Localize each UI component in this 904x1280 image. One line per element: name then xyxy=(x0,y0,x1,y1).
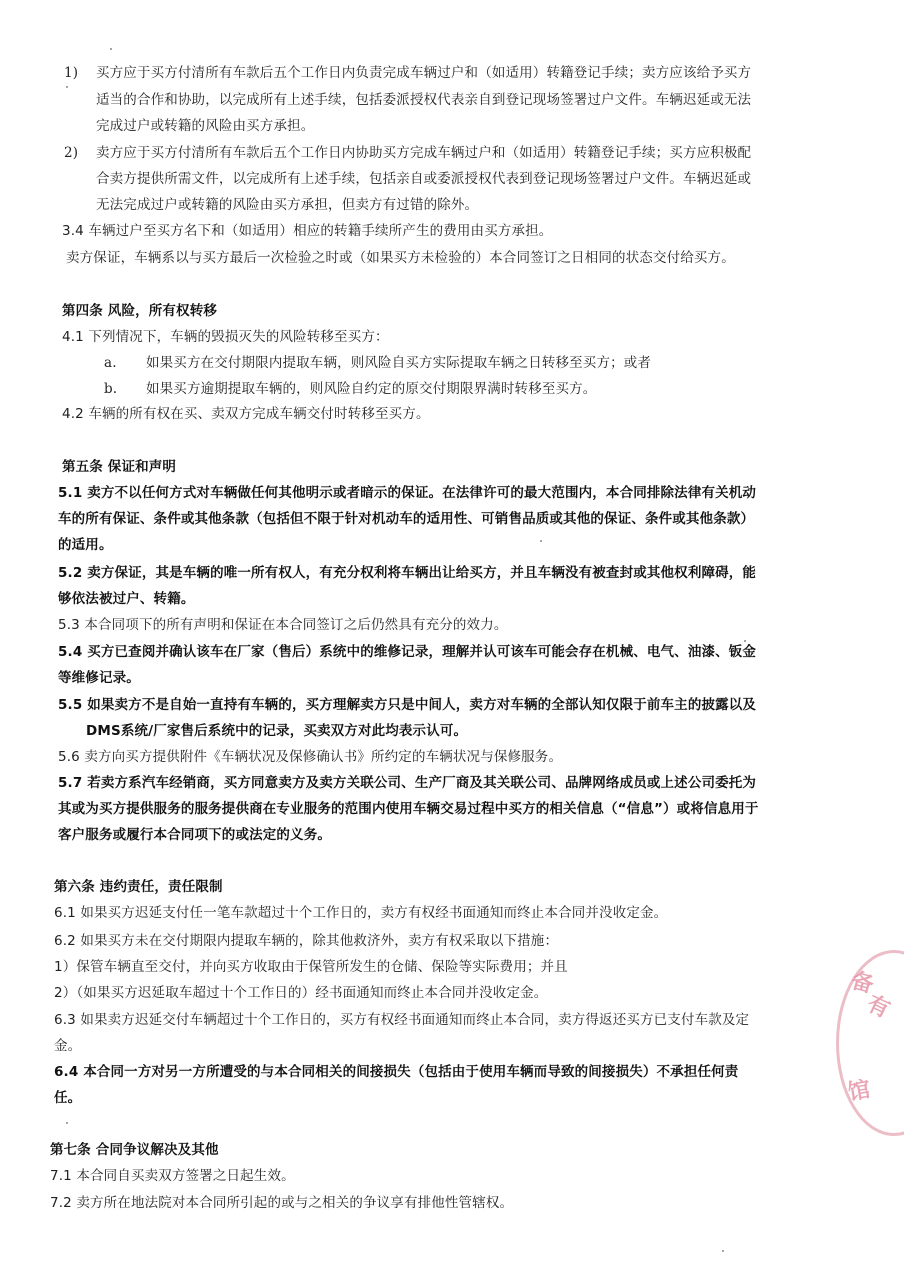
text-line: 如果买方在交付期限内提取车辆，则风险自买方实际提取车辆之日转移至买方；或者 xyxy=(146,355,652,371)
clause-5-5: 5.5 如果卖方不是自始一直持有车辆的，买方理解卖方只是中间人，卖方对车辆的全部认知仅限于前车主的披露以及 xyxy=(58,697,757,713)
clause-6-3: 6.3 如果卖方迟延交付车辆超过十个工作日的，买方有权经书面通知而终止本合同，卖方得返还买方已支付车款及定 xyxy=(54,1012,750,1028)
text-line: 等维修记录。 xyxy=(58,670,140,686)
clause-6-4: 6.4 本合同一方对另一方所遭受的与本合同相关的间接损失（包括由于使用车辆而导致的间接损失）不承担任何责 xyxy=(54,1064,739,1080)
section-heading: 第四条 风险，所有权转移 xyxy=(62,303,217,319)
clause-5-3: 5.3 本合同项下的所有声明和保证在本合同签订之后仍然具有充分的效力。 xyxy=(58,617,508,633)
scan-speck xyxy=(722,1250,724,1252)
scan-speck xyxy=(110,48,112,50)
text-line: 2）（如果买方迟延取车超过十个工作日的）经书面通知而终止本合同并没收定金。 xyxy=(54,985,548,1001)
text-line: 其或为买方提供服务的服务提供商在专业服务的范围内使用车辆交易过程中买方的相关信息（“信息”）或将信息用于 xyxy=(58,801,759,817)
text-line: 卖方保证，车辆系以与买方最后一次检验之时或（如果买方未检验的）本合同签订之日相同的状态交付给买方。 xyxy=(66,250,735,266)
text-line: 合卖方提供所需文件，以完成所有上述手续，包括亲自或委派授权代表到登记现场签署过户文件。车辆迟延或 xyxy=(96,171,752,187)
text-line: 的适用。 xyxy=(58,537,113,553)
seal-glyph: 馆 xyxy=(846,1077,873,1106)
scan-speck xyxy=(66,1122,68,1124)
clause-3-4: 3.4 车辆过户至买方名下和（如适用）相应的转籍手续所产生的费用由买方承担。 xyxy=(62,223,553,239)
list-marker: a. xyxy=(104,355,117,371)
section-heading: 第七条 合同争议解决及其他 xyxy=(50,1142,219,1158)
list-marker: b. xyxy=(104,381,118,397)
list-marker: 1) xyxy=(64,65,79,81)
clause-5-7: 5.7 若卖方系汽车经销商，买方同意卖方及卖方关联公司、生产厂商及其关联公司、品牌网络成员或上述公司委托为 xyxy=(58,775,757,791)
clause-7-2: 7.2 卖方所在地法院对本合同所引起的或与之相关的争议享有排他性管辖权。 xyxy=(50,1195,514,1211)
clause-5-6: 5.6 卖方向买方提供附件《车辆状况及保修确认书》所约定的车辆状况与保修服务。 xyxy=(58,749,563,765)
text-line: 车的所有保证、条件或其他条款（包括但不限于针对机动车的适用性、可销售品质或其他的保证、条件或其他条款） xyxy=(58,511,755,527)
scan-speck xyxy=(66,86,68,88)
clause-4-1: 4.1 下列情况下，车辆的毁损灭失的风险转移至买方： xyxy=(62,329,389,345)
text-line: 客户服务或履行本合同项下的或法定的义务。 xyxy=(58,827,331,843)
section-heading: 第六条 违约责任，责任限制 xyxy=(54,879,223,895)
text-line: 卖方应于买方付清所有车款后五个工作日内协助买方完成车辆过户和（如适用）转籍登记手续；买方应积极配 xyxy=(96,145,752,161)
text-line: 无法完成过户或转籍的风险由买方承担，但卖方有过错的除外。 xyxy=(96,197,479,213)
text-line: 1）保管车辆直至交付，并向买方收取由于保管所发生的仓储、保险等实际费用；并且 xyxy=(54,959,568,975)
seal-glyph: 有 xyxy=(862,991,894,1024)
clause-5-2: 5.2 卖方保证，其是车辆的唯一所有权人，有充分权利将车辆出让给买方，并且车辆没有被查封或其他权利障碍，能 xyxy=(58,565,757,581)
seal-glyph: 备 xyxy=(848,968,877,999)
clause-5-1: 5.1 卖方不以任何方式对车辆做任何其他明示或者暗示的保证。在法律许可的最大范围内，本合同排除法律有关机动 xyxy=(58,485,757,501)
scan-speck xyxy=(540,540,542,542)
text-line: DMS系统/厂家售后系统中的记录，买卖双方对此均表示认可。 xyxy=(86,723,468,739)
clause-4-2: 4.2 车辆的所有权在买、卖双方完成车辆交付时转移至买方。 xyxy=(62,406,430,422)
text-line: 完成过户或转籍的风险由买方承担。 xyxy=(96,118,315,134)
section-heading: 第五条 保证和声明 xyxy=(62,459,177,475)
text-line: 金。 xyxy=(54,1038,82,1054)
clause-6-2: 6.2 如果买方未在交付期限内提取车辆的，除其他救济外，卖方有权采取以下措施： xyxy=(54,933,559,949)
clause-5-4: 5.4 买方已查阅并确认该车在厂家（售后）系统中的维修记录，理解并认可该车可能会存在机械、电气、油漆、钣金 xyxy=(58,644,757,660)
clause-6-1: 6.1 如果买方迟延支付任一笔车款超过十个工作日的，卖方有权经书面通知而终止本合同并没收定金。 xyxy=(54,905,668,921)
text-line: 够依法被过户、转籍。 xyxy=(58,591,195,607)
text-line: 任。 xyxy=(54,1090,82,1106)
scan-speck xyxy=(744,640,746,642)
text-line: 如果买方逾期提取车辆的，则风险自约定的原交付期限界满时转移至买方。 xyxy=(146,381,597,397)
text-line: 适当的合作和协助，以完成所有上述手续，包括委派授权代表亲自到登记现场签署过户文件。车辆迟延或无法 xyxy=(96,92,752,108)
clause-7-1: 7.1 本合同自买卖双方签署之日起生效。 xyxy=(50,1168,295,1184)
text-line: 买方应于买方付清所有车款后五个工作日内负责完成车辆过户和（如适用）转籍登记手续；卖方应该给予买方 xyxy=(96,65,752,81)
list-marker: 2) xyxy=(64,145,79,161)
